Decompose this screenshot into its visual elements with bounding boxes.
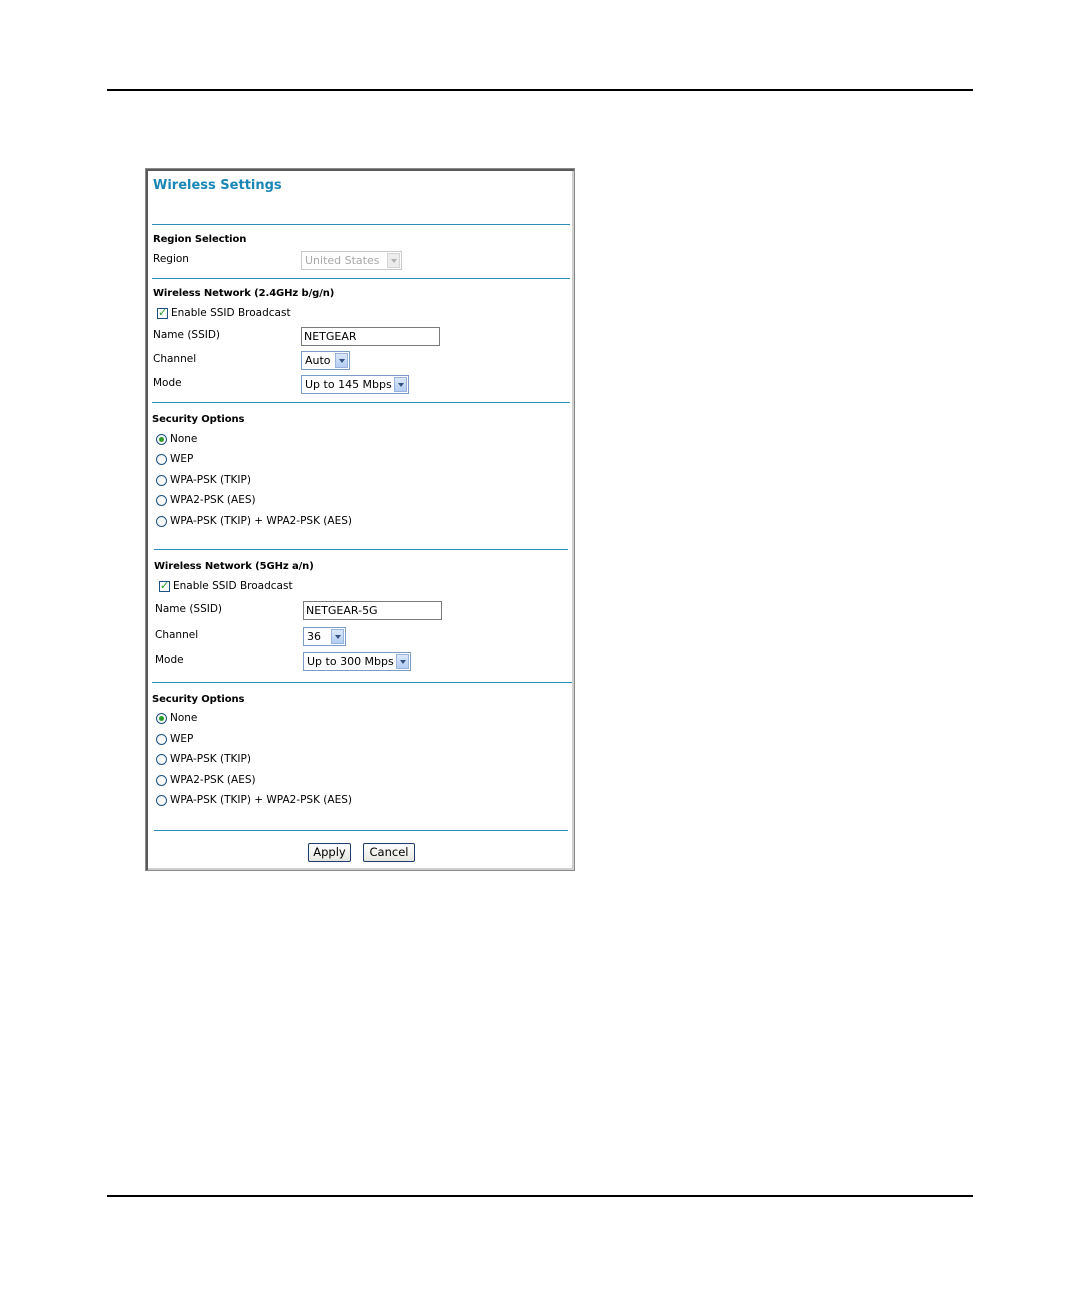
ssid-5-input[interactable]: NETGEAR-5G: [303, 601, 442, 620]
security-5-radio-mixed[interactable]: [156, 795, 167, 806]
chevron-down-icon: [331, 629, 344, 644]
chevron-down-icon: [387, 253, 400, 268]
security-5-radio-wep[interactable]: [156, 734, 167, 745]
channel-24-value: Auto: [305, 354, 331, 367]
ssid-broadcast-24-checkbox[interactable]: [157, 308, 168, 319]
ssid-broadcast-24-label: Enable SSID Broadcast: [171, 307, 291, 319]
name-ssid-5-label: Name (SSID): [155, 603, 223, 615]
mode-24-value: Up to 145 Mbps: [305, 378, 392, 391]
security-5-option-label: WPA2-PSK (AES): [170, 774, 256, 786]
wireless-24ghz-heading: Wireless Network (2.4GHz b/g/n): [153, 288, 335, 299]
channel-24-label: Channel: [153, 353, 197, 365]
security-24-radio-wpa2-aes[interactable]: [156, 495, 167, 506]
mode-5-value: Up to 300 Mbps: [307, 655, 394, 668]
divider: [152, 278, 570, 279]
page-top-rule: [107, 89, 973, 91]
channel-5-select[interactable]: [303, 627, 346, 646]
security-5-option-label: WEP: [170, 733, 194, 745]
wireless-settings-panel: [145, 168, 575, 871]
security-24-option-label: WPA-PSK (TKIP) + WPA2-PSK (AES): [170, 515, 352, 527]
channel-24-select[interactable]: [301, 351, 350, 370]
security-5-option-label: WPA-PSK (TKIP) + WPA2-PSK (AES): [170, 794, 352, 806]
page-title: Wireless Settings: [153, 178, 282, 193]
divider: [154, 549, 568, 550]
security-5-radio-wpa2-aes[interactable]: [156, 775, 167, 786]
security-5-radio-wpa-tkip[interactable]: [156, 754, 167, 765]
security-5-heading: Security Options: [152, 694, 245, 705]
security-5-radio-none[interactable]: [156, 713, 167, 724]
mode-24-label: Mode: [153, 377, 182, 389]
mode-24-select[interactable]: [301, 375, 409, 394]
security-24-heading: Security Options: [152, 414, 245, 425]
security-24-option-label: WPA-PSK (TKIP): [170, 474, 251, 486]
region-select: [301, 251, 402, 270]
mode-5-label: Mode: [155, 654, 184, 666]
security-24-radio-wpa-tkip[interactable]: [156, 475, 167, 486]
security-24-option-label: WPA2-PSK (AES): [170, 494, 256, 506]
security-24-option-label: None: [170, 433, 198, 445]
region-select-value: United States: [305, 254, 380, 267]
channel-5-label: Channel: [155, 629, 199, 641]
divider: [154, 830, 568, 831]
channel-5-value: 36: [307, 630, 321, 643]
region-label: Region: [153, 253, 189, 265]
apply-button[interactable]: Apply: [308, 843, 351, 862]
ssid-24-input[interactable]: NETGEAR: [301, 327, 440, 346]
page-bottom-rule: [107, 1195, 973, 1197]
divider: [152, 682, 572, 683]
divider: [152, 402, 570, 403]
wireless-5ghz-heading: Wireless Network (5GHz a/n): [154, 561, 314, 572]
chevron-down-icon: [394, 377, 407, 392]
security-24-radio-wep[interactable]: [156, 454, 167, 465]
security-24-option-label: WEP: [170, 453, 194, 465]
cancel-button[interactable]: Cancel: [363, 843, 415, 862]
ssid-broadcast-5-label: Enable SSID Broadcast: [173, 580, 293, 592]
security-5-option-label: None: [170, 712, 198, 724]
mode-5-select[interactable]: [303, 652, 411, 671]
name-ssid-24-label: Name (SSID): [153, 329, 221, 341]
security-5-option-label: WPA-PSK (TKIP): [170, 753, 251, 765]
chevron-down-icon: [335, 353, 348, 368]
chevron-down-icon: [396, 654, 409, 669]
security-24-radio-mixed[interactable]: [156, 516, 167, 527]
ssid-broadcast-5-checkbox[interactable]: [159, 581, 170, 592]
region-section-heading: Region Selection: [153, 234, 247, 245]
divider: [152, 224, 570, 225]
security-24-radio-none[interactable]: [156, 434, 167, 445]
